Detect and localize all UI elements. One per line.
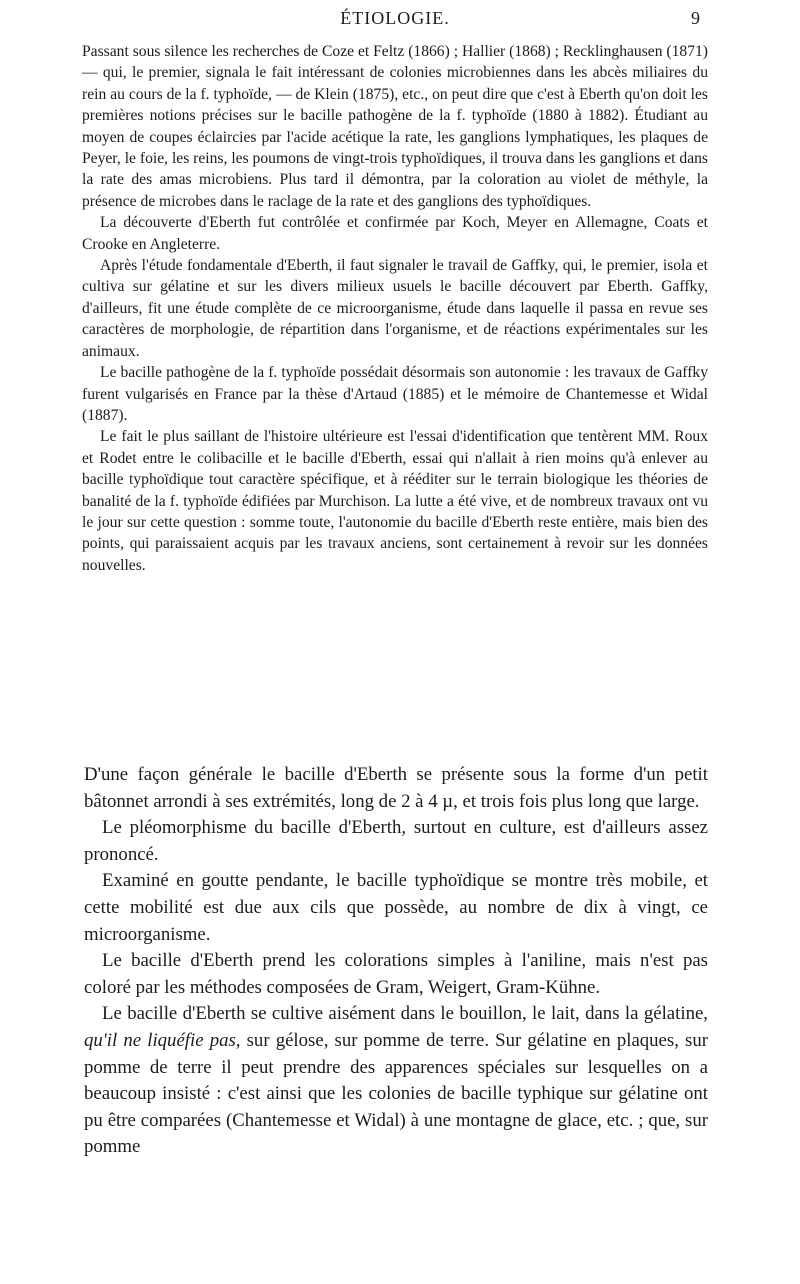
running-head <box>90 8 700 38</box>
paragraph-staining: Le bacille d'Eberth prend les colorations simples à l'aniline, mais n'est pas coloré par les méthodes composées de Gram, Weigert, Gram-Kühne. <box>84 950 708 998</box>
small-print-section <box>82 41 708 576</box>
paragraph-gaffky-work: Après l'étude fondamentale d'Eberth, il faut signaler le travail de Gaffky, qui, le premier, isola et cultiva sur gélatine et sur les divers milieux usuels le bacille découvert par Eberth. Gaffky, d'ailleurs, fit une étude complète de ce microorganisme, étude dans laquelle il passa en revue ses caractères de morphologie, de répartition dans l'organisme, et de réactions expérimentales sur les animaux. <box>82 257 708 360</box>
page-number: 9 <box>691 8 700 28</box>
paragraph-culture <box>84 1001 708 1161</box>
paragraph-autonomy: Le bacille pathogène de la f. typhoïde possédait désormais son autonomie : les travaux de Gaffky furent vulgarisés en France par la thèse d'Artaud (1885) et le mémoire de Chantemesse et Widal (1887). <box>82 364 708 424</box>
running-title: ÉTIOLOGIE. <box>340 8 450 28</box>
culture-text-end: sur gélose, sur pomme de terre. Sur gélatine en plaques, sur pomme de terre il peut prendre des apparences spéciales sur lesquelles on a beaucoup insisté : c'est ainsi que les colonies de bacille typhique sur gélatine ont pu être comparées (Chantemesse et Widal) à une montagne de glace, etc. ; que, sur pomme <box>84 1029 708 1158</box>
culture-text-start: Le bacille d'Eberth se cultive aisément dans le bouillon, le lait, dans la gélatine, <box>102 1003 708 1025</box>
paragraph-morphology: D'une façon générale le bacille d'Eberth se présente sous la forme d'un petit bâtonnet arrondi à ses extrémités, long de 2 à 4 µ, et trois fois plus long que large. <box>84 764 708 812</box>
paragraph-mobility: Examiné en goutte pendante, le bacille typhoïdique se montre très mobile, et cette mobilité est due aux cils que possède, au nombre de dix à vingt, ce microorganisme. <box>84 870 708 945</box>
paragraph-history-early-research: Passant sous silence les recherches de Coze et Feltz (1866) ; Hallier (1868) ; Recklinghausen (1871) — qui, le premier, signala le fait intéressant de colonies microbiennes dans les abcès miliaires du rein au cours de la f. typhoïde, — de Klein (1875), etc., on peut dire que c'est à Eberth qu'on doit les premières notions précises sur le bacille pathogène de la f. typhoïde (1880 à 1882). Étudiant au moyen de coupes éclaircies par l'acide acétique la rate, les ganglions lymphatiques, les plaques de Peyer, le foie, les reins, les poumons de vingt-trois typhoïdiques, il trouva dans les ganglions et dans la rate des amas microbiens. Plus tard il démontra, par la coloration au violet de méthyle, la présence de microbes dans le raclage de la rate et des ganglions des typhoïdiques. <box>82 43 708 210</box>
culture-text-italic: qu'il ne liquéfie pas, <box>84 1029 241 1051</box>
paragraph-pleomorphism: Le pléomorphisme du bacille d'Eberth, surtout en culture, est d'ailleurs assez prononcé. <box>84 817 708 865</box>
paragraph-identification-debate: Le fait le plus saillant de l'histoire ultérieure est l'essai d'identification que tentèrent MM. Roux et Rodet entre le colibacille et le bacille d'Eberth, essai qui n'allait à rien moins qu'à enlever au bacille typhoïdique tout caractère spécifique, et à rééditer sur le terrain biologique les théories de banalité de la f. typhoïde édifiées par Murchison. La lutte a été vive, et de nombreux travaux ont vu le jour sur cette question : somme toute, l'autonomie du bacille d'Eberth reste entière, mais bien des points, qui paraissaient acquis par les travaux anciens, sont certainement à revoir sur les données nouvelles. <box>82 428 708 574</box>
paragraph-eberth-confirmation: La découverte d'Eberth fut contrôlée et confirmée par Koch, Meyer en Allemagne, Coats et Crooke en Angleterre. <box>82 214 708 253</box>
main-text-section <box>84 762 708 1161</box>
